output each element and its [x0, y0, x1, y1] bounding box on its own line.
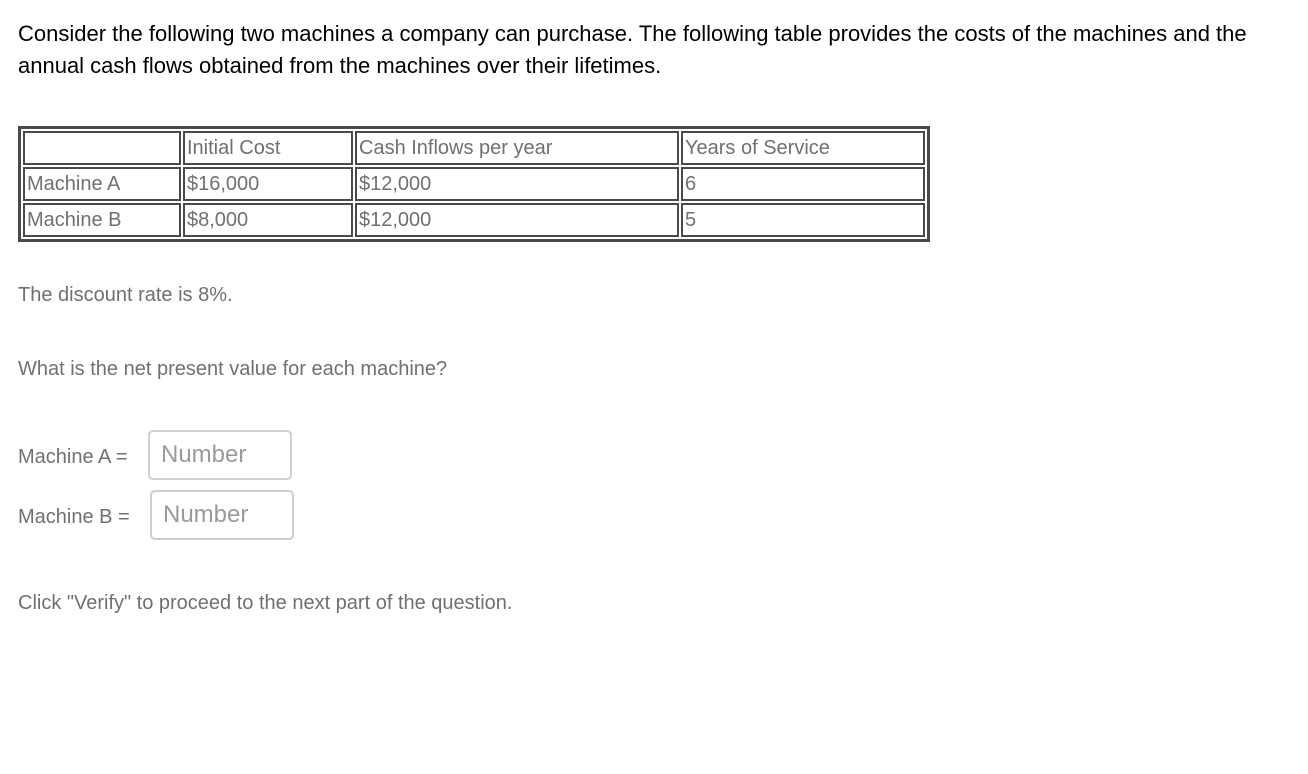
cell-cash-inflows: $12,000 — [355, 203, 679, 237]
header-cell-years-of-service: Years of Service — [681, 131, 925, 165]
intro-line-2: annual cash flows obtained from the machines over their lifetimes. — [18, 53, 662, 78]
machines-table — [18, 126, 930, 242]
header-cell-cash-inflows: Cash Inflows per year — [355, 131, 679, 165]
cell-years-of-service: 6 — [681, 167, 925, 201]
machine-a-npv-input[interactable] — [148, 430, 292, 480]
cell-machine-name: Machine B — [23, 203, 181, 237]
cell-initial-cost: $16,000 — [183, 167, 353, 201]
table-header-row — [23, 131, 925, 165]
header-cell-initial-cost: Initial Cost — [183, 131, 353, 165]
machine-a-label: Machine A = — [18, 446, 128, 468]
table-row — [23, 167, 925, 201]
intro-container — [0, 0, 1308, 90]
npv-question-text: What is the net present value for each machine? — [18, 358, 448, 380]
verify-instruction-text: Click "Verify" to proceed to the next part of the question. — [18, 592, 513, 614]
intro-line-1: Consider the following two machines a company can purchase. The following table provides the costs of the machines and the — [18, 21, 1247, 46]
question-intro — [18, 18, 1308, 82]
cell-initial-cost: $8,000 — [183, 203, 353, 237]
cell-years-of-service: 5 — [681, 203, 925, 237]
cell-machine-name: Machine A — [23, 167, 181, 201]
discount-rate-text: The discount rate is 8%. — [18, 284, 233, 306]
machine-b-label: Machine B = — [18, 506, 130, 528]
machine-b-npv-input[interactable] — [150, 490, 294, 540]
cell-cash-inflows: $12,000 — [355, 167, 679, 201]
table-row — [23, 203, 925, 237]
header-cell-empty — [23, 131, 181, 165]
